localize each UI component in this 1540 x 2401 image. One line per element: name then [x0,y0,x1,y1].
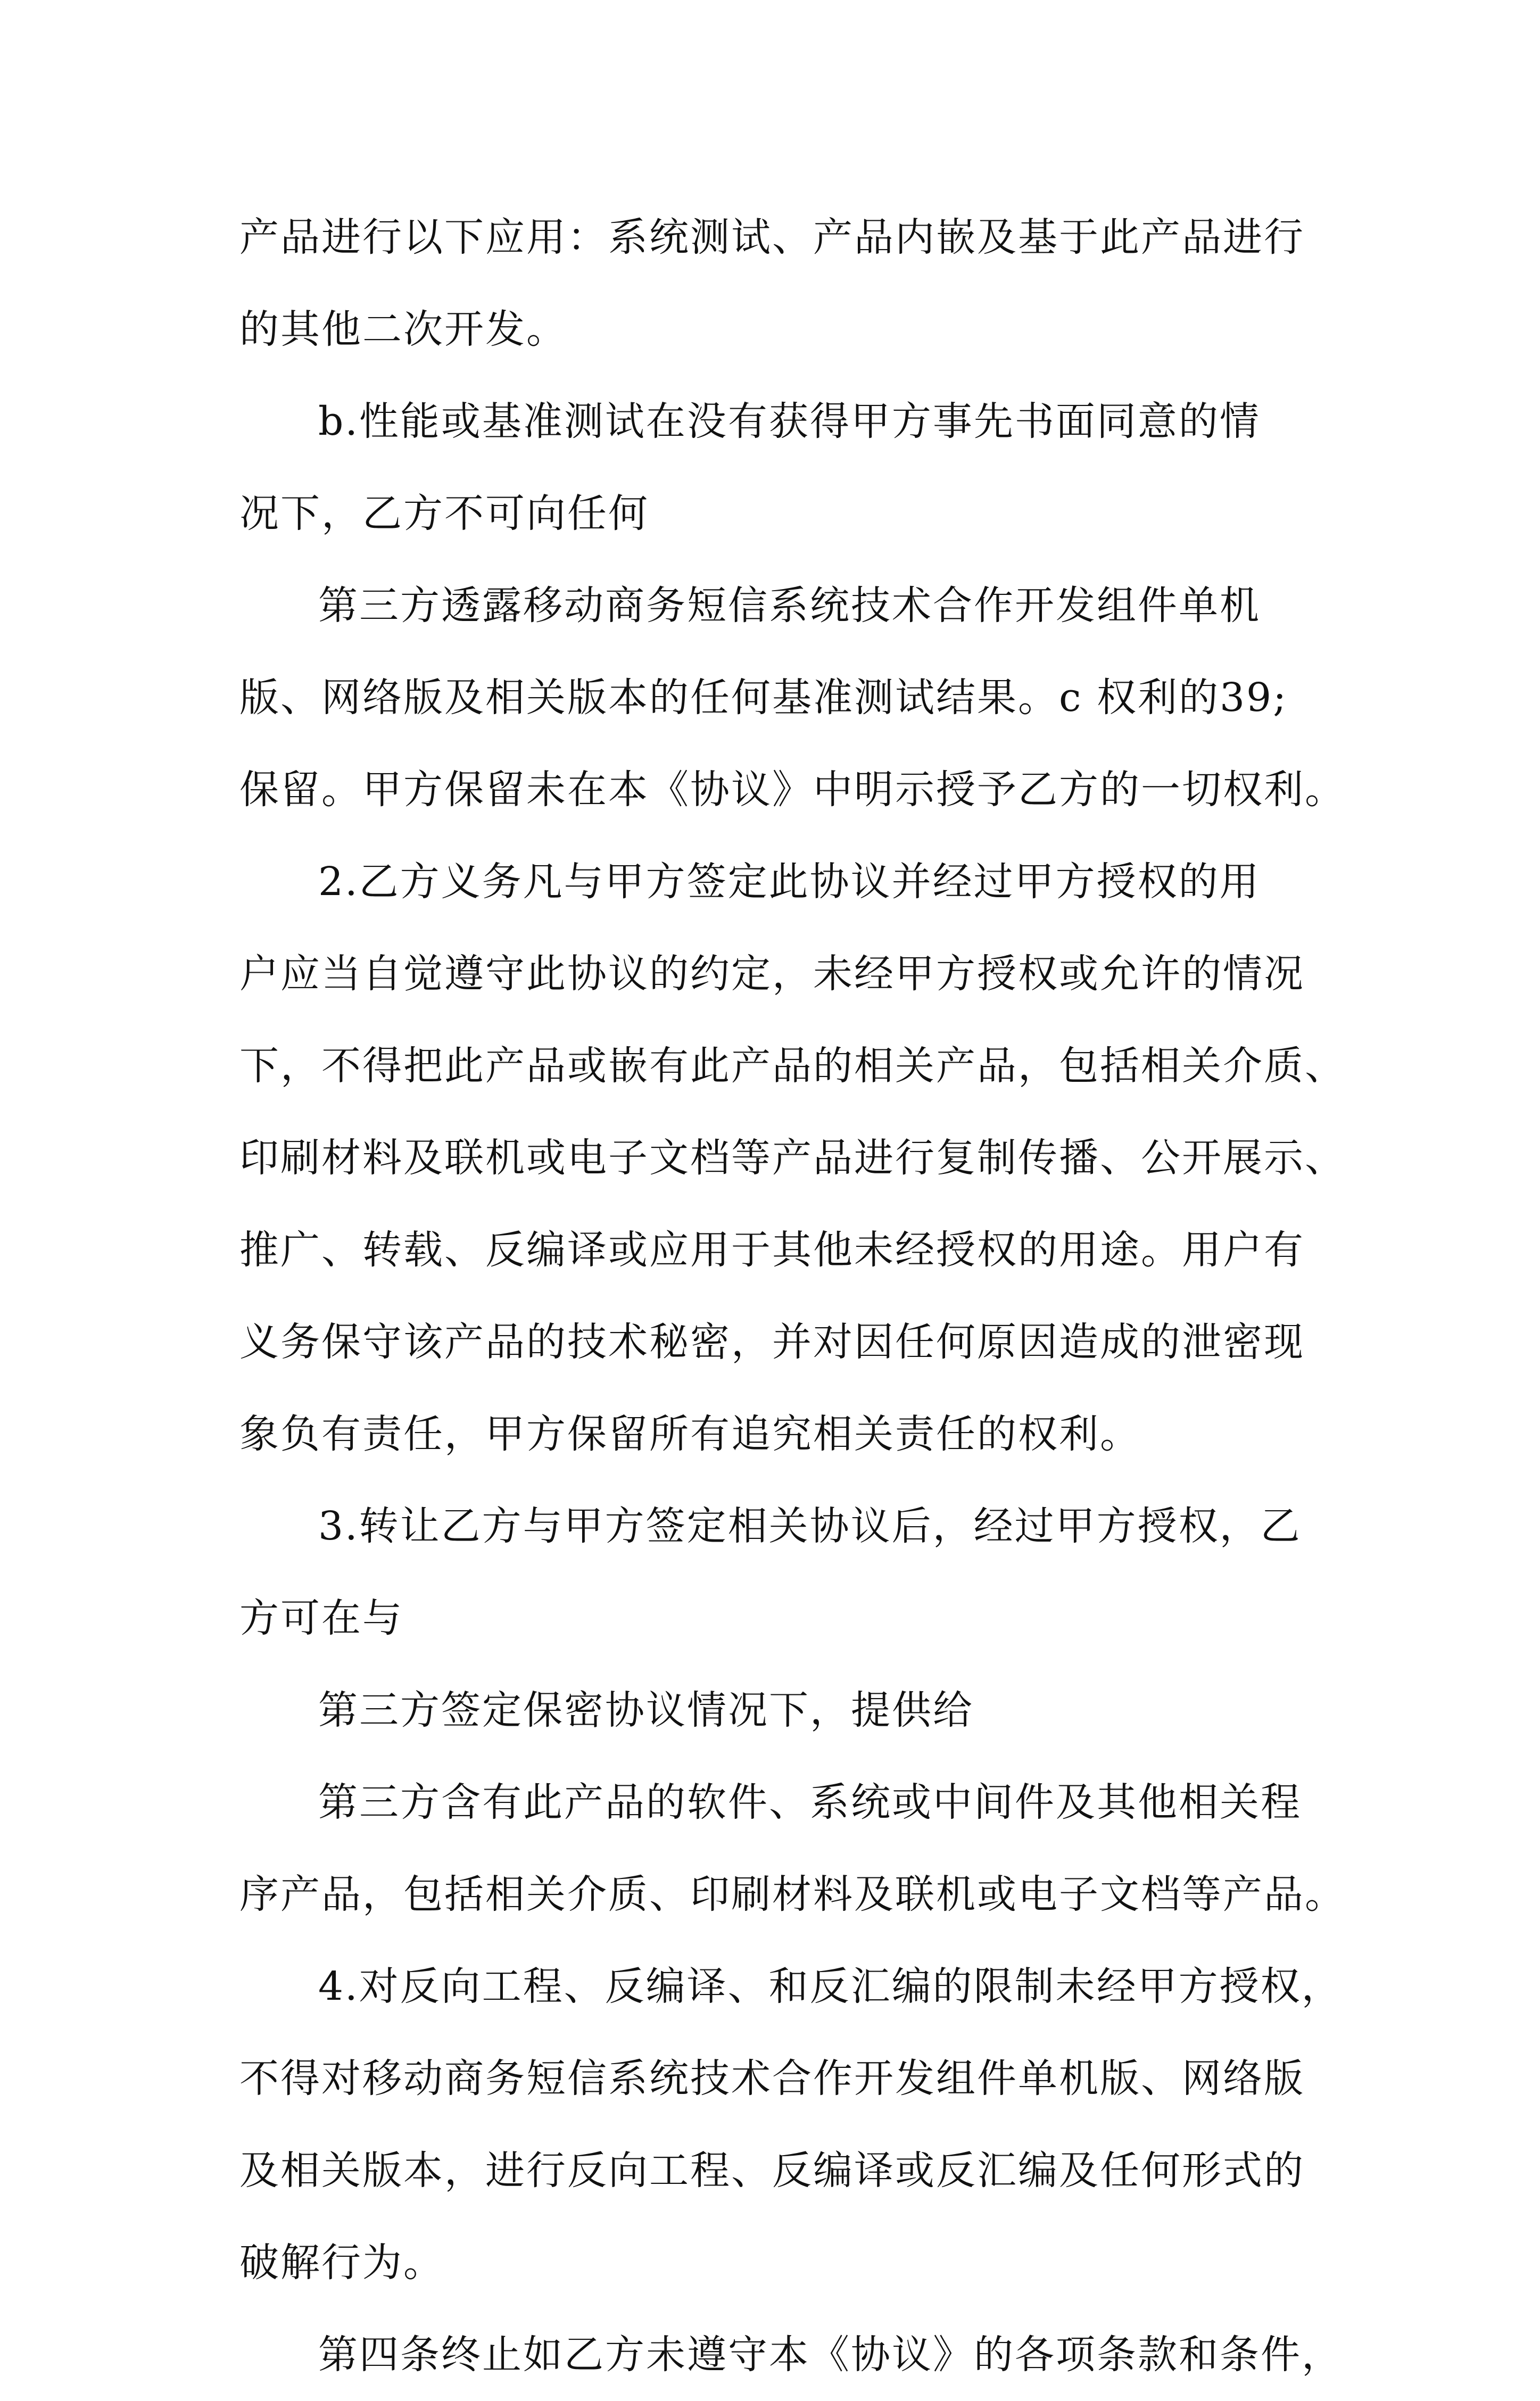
text-line: 产品进行以下应用：系统测试、产品内嵌及基于此产品进行 [239,214,1305,260]
text-line: 第四条终止如乙方未遵守本《协议》的各项条款和条件， [318,2332,1343,2378]
text-line: 义务保守该产品的技术秘密，并对因任何原因造成的泄密现 [239,1319,1305,1365]
text-line: 第三方透露移动商务短信系统技术合作开发组件单机 [318,583,1261,628]
text-line: 象负有责任，甲方保留所有追究相关责任的权利。 [239,1411,1141,1457]
document-page [239,192,1346,2401]
text-line: 序产品，包括相关介质、印刷材料及联机或电子文档等产品。 [239,1872,1346,1917]
text-line: 况下，乙方不可向任何 [239,491,649,536]
text-line: 2.乙方义务凡与甲方签定此协议并经过甲方授权的用 [318,859,1261,905]
text-line: 下，不得把此产品或嵌有此产品的相关产品，包括相关介质、 [239,1043,1346,1089]
text-line: 3.转让乙方与甲方签定相关协议后，经过甲方授权，乙 [318,1503,1302,1549]
text-line: 及相关版本，进行反向工程、反编译或反汇编及任何形式的 [239,2148,1305,2193]
text-line: 第三方签定保密协议情况下，提供给 [318,1687,974,1733]
text-line: 不得对移动商务短信系统技术合作开发组件单机版、网络版 [239,2056,1305,2101]
text-line: 保留。甲方保留未在本《协议》中明示授予乙方的一切权利。 [239,767,1346,813]
text-line: 户应当自觉遵守此协议的约定，未经甲方授权或允许的情况 [239,951,1305,997]
text-line: 4.对反向工程、反编译、和反汇编的限制未经甲方授权， [318,1964,1343,2009]
text-line: b.性能或基准测试在没有获得甲方事先书面同意的情 [318,399,1261,444]
text-line: 破解行为。 [239,2240,444,2286]
text-line: 推广、转载、反编译或应用于其他未经授权的用途。用户有 [239,1227,1305,1273]
text-line: 印刷材料及联机或电子文档等产品进行复制传播、公开展示、 [239,1135,1346,1181]
text-line: 第三方含有此产品的软件、系统或中间件及其他相关程 [318,1779,1302,1825]
text-line: 方可在与 [239,1595,403,1641]
text-line: 版、网络版及相关版本的任何基准测试结果。c 权利的39; [239,675,1288,721]
text-line: 的其他二次开发。 [239,307,567,352]
